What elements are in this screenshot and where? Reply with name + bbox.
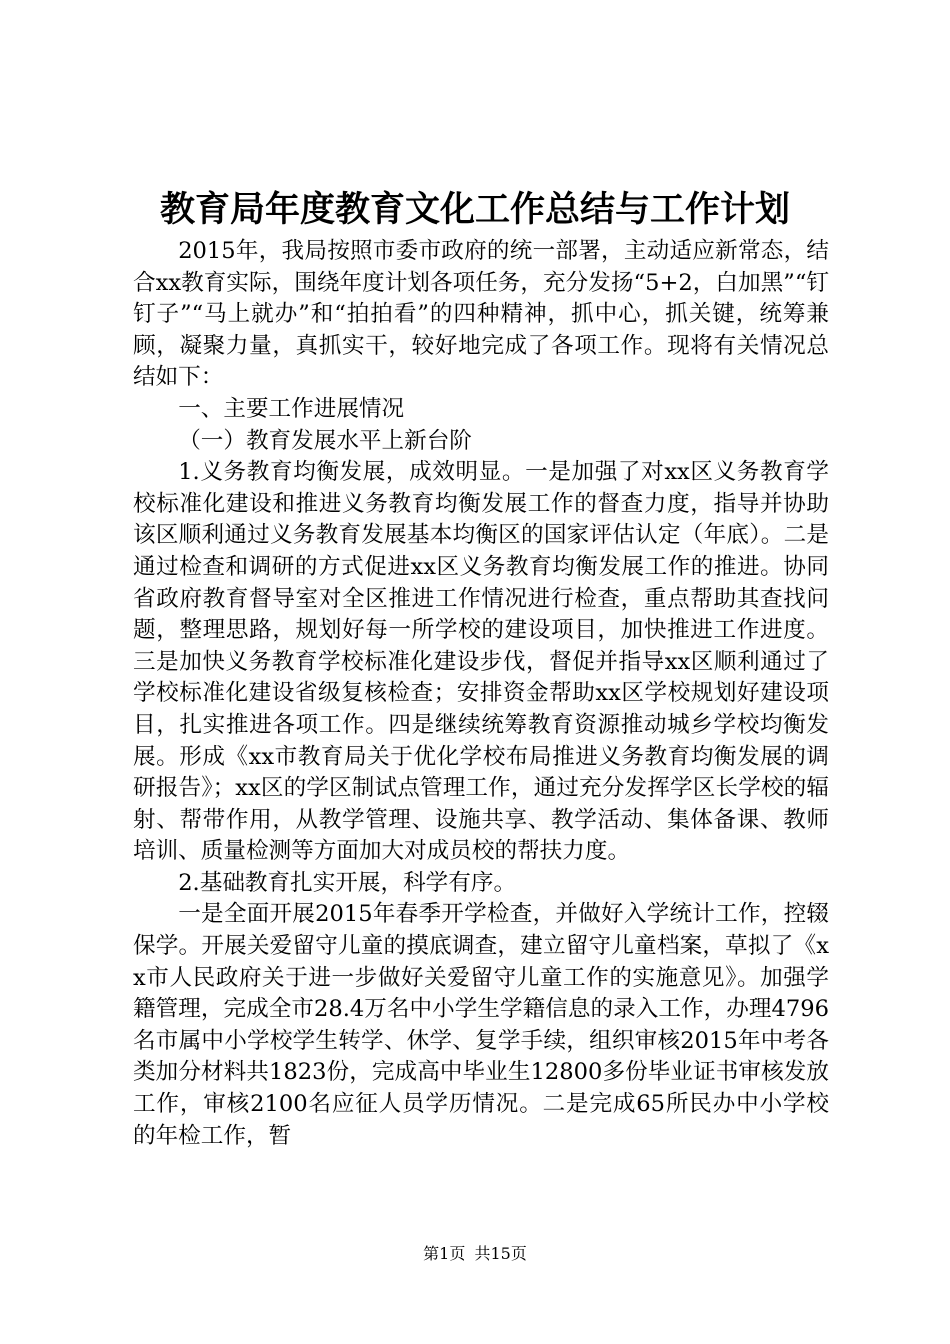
paragraph-basic-education: 一是全面开展2015年春季开学检查，并做好入学统计工作，控辍保学。开展关爱留守儿童的摸底调查，建立留守儿童档案，草拟了《xx市人民政府关于进一步做好关爱留守儿童工作的实施意见》。加强学籍管理，完成全市28.4万名中小学生学籍信息的录入工作，办理4796名市属中小学校学生转学、休学、复学手续，组织审核2015年中考各类加分材料共1823份，完成高中毕业生12800多份毕业证书审核发放工作，审核2100名应征人员学历情况。二是完成65所民办中小学校的年检工作，暂 bbox=[133, 901, 829, 1149]
paragraph-basic-education-heading: 2.基础教育扎实开展，科学有序。 bbox=[178, 869, 517, 896]
page-number: 第1页 bbox=[423, 1244, 466, 1263]
document-body bbox=[133, 236, 829, 1152]
document-title: 教育局年度教育文化工作总结与工作计划 bbox=[159, 190, 790, 230]
section-heading-main-progress: 一、主要工作进展情况 bbox=[178, 395, 405, 422]
subsection-heading-education-level: （一）教育发展水平上新台阶 bbox=[178, 427, 472, 454]
paragraph-compulsory-education: 1.义务教育均衡发展，成效明显。一是加强了对xx区义务教育学校标准化建设和推进义务教育均衡发展工作的督查力度，指导并协助该区顺利通过义务教育发展基本均衡区的国家评估认定（年底）。二是通过检查和调研的方式促进xx区义务教育均衡发展工作的推进。协同省政府教育督导室对全区推进工作情况进行检查，重点帮助其查找问题，整理思路，规划好每一所学校的建设项目，加快推进工作进度。三是加快义务教育学校标准化建设步伐，督促并指导xx区顺利通过了学校标准化建设省级复核检查；安排资金帮助xx区学校规划好建设项目，扎实推进各项工作。四是继续统筹教育资源推动城乡学校均衡发展。形成《xx市教育局关于优化学校布局推进义务教育均衡发展的调研报告》；xx区的学区制试点管理工作，通过充分发挥学区长学校的辐射、帮带作用，从教学管理、设施共享、教学活动、集体备课、教师培训、质量检测等方面加大对成员校的帮扶力度。 bbox=[133, 459, 829, 865]
page-footer bbox=[0, 1244, 950, 1264]
page-total: 共15页 bbox=[474, 1244, 527, 1263]
paragraph-intro: 2015年，我局按照市委市政府的统一部署，主动适应新常态，结合xx教育实际，围绕年度计划各项任务，充分发扬“5+2，白加黑”“钉钉子”“马上就办”和“拍拍看”的四种精神，抓中心，抓关键，统筹兼顾，凝聚力量，真抓实干，较好地完成了各项工作。现将有关情况总结如下： bbox=[133, 238, 829, 391]
